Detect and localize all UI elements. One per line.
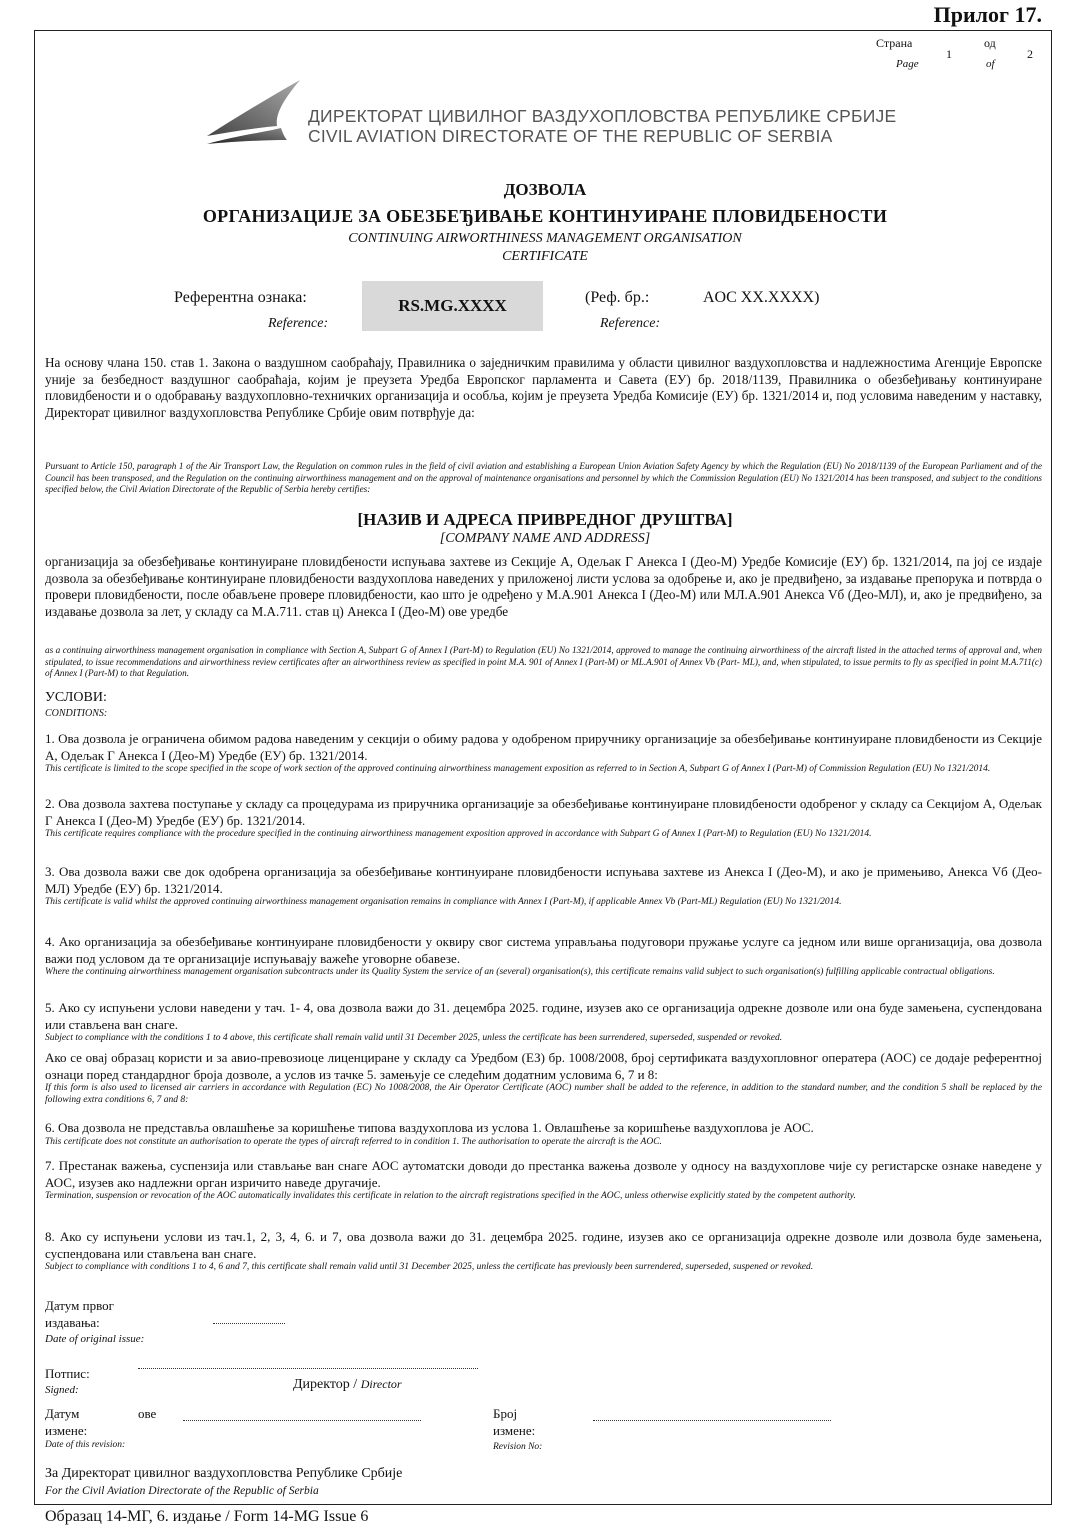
revision-date-label-line2: измене: bbox=[45, 1423, 88, 1438]
form-identifier: Образац 14-МГ, 6. издање / Form 14-MG Issue 6 bbox=[45, 1508, 369, 1525]
issue-date-label-en: Date of original issue: bbox=[45, 1333, 145, 1345]
page-indicator bbox=[876, 36, 1046, 76]
directorate-name-sr: ДИРЕКТОРАТ ЦИВИЛНОГ ВАЗДУХОПЛОВСТВА РЕПУБЛИКЕ СРБИЈЕ bbox=[308, 106, 897, 126]
condition-2 bbox=[45, 796, 1042, 841]
page-label: Страна bbox=[876, 36, 913, 50]
condition-1 bbox=[45, 731, 1042, 776]
condition-1-text-en: This certificate is limited to the scope specified in the scope of work section of the approved continuing airworthiness management exposition as referred to in Section A, Subpart G of Annex I (Part-M) of Commission Regulation (EU) No 1321/2014. bbox=[45, 764, 991, 774]
aoc-reference-value: AOC XX.XXXX) bbox=[703, 289, 820, 306]
condition-8-text-en: Subject to compliance with conditions 1 to 4, 6 and 7, this certificate shall remain valid until 31 December 2025, unless the certificate has previously been surrendered, superseded, suspened or revoked. bbox=[45, 1262, 814, 1272]
issue-date-label-line2: издавања: bbox=[45, 1315, 100, 1330]
conditions-heading-en: CONDITIONS: bbox=[45, 708, 108, 719]
issue-date-label-line1: Датум првог bbox=[45, 1298, 114, 1313]
condition-7 bbox=[45, 1158, 1042, 1203]
directorate-name bbox=[308, 106, 896, 146]
condition-3-text: 3. Ова дозвола важи све док одобрена организација за обезбеђивање континуиране пловидбености испуњава захтеве из Анекса I (Део-М), и ако је примењиво, Анекса Vб (Део-МЛ) Уредбе (ЕУ) бр. 1321/2014. bbox=[45, 864, 1042, 896]
condition-3 bbox=[45, 864, 1042, 909]
intro-paragraph-en: Pursuant to Article 150, paragraph 1 of the Air Transport Law, the Regulation on common rules in the field of civil aviation and establishing a European Union Aviation Safety Agency by which the Regulation (EU) No 2018/1139 of the European Parliament and of the Council has been transposed, and the Regulation on the continuing airworthiness management and on the approval of maintenance organisations and personnel by which the Commission Regulation (EU) No 1321/2014 has been transposed, and subject to the conditions specified below, the Civil Aviation Directorate of the Republic of Serbia hereby certifies: bbox=[45, 461, 1042, 494]
conditions-heading: УСЛОВИ: bbox=[45, 690, 107, 705]
revision-number-field[interactable] bbox=[593, 1420, 831, 1421]
for-directorate: За Директорат цивилног ваздухопловства Републике Србије bbox=[45, 1466, 403, 1481]
revision-number-label-en: Revision No: bbox=[493, 1442, 543, 1452]
revision-date-field[interactable] bbox=[183, 1420, 421, 1421]
condition-1-text: 1. Ова дозвола је ограничена обимом радова наведеним у секцији о обиму радова у одобреном приручнику организације за обезбеђивање континуиране пловидбености из Секције А, Одељак Г Анекса I (Део-М) Уредбе (ЕУ) бр. 1321/2014. bbox=[45, 731, 1042, 763]
condition-8 bbox=[45, 1229, 1042, 1274]
aoc-reference-label-en: Reference: bbox=[600, 316, 661, 331]
condition-3-text-en: This certificate is valid whilst the approved continuing airworthiness management organisation remains in compliance with Annex I (Part-M), if applicable Annex Vb (Part-ML) Regulation (EU) No 1321/2014. bbox=[45, 897, 842, 907]
condition-4-text-en: Where the continuing airworthiness management organisation subcontracts under its Quality System the service of an (several) organisation(s), this certificate remains valid subject to such organisation(s) fulfilling applicable contractual obligations. bbox=[45, 967, 995, 977]
condition-5-text: 5. Ако су испуњени услови наведени у тач. 1- 4, ова дозвола важи до 31. децембра 2025. године, изузев ако се организација одрекне дозволе или она буде замењена, суспендована или стављена ван снаге. bbox=[45, 1000, 1042, 1032]
aoc-note bbox=[45, 1050, 1042, 1106]
directorate-logo-icon bbox=[205, 78, 305, 148]
revision-date-label-en: Date of this revision: bbox=[45, 1440, 126, 1450]
annex-number: Прилог 17. bbox=[933, 2, 1042, 27]
intro-paragraph: На основу члана 150. став 1. Закона о ваздушном саобраћају, Правилника о заједничким правилима у области цивилног ваздухопловства и надлежностима Агенције Европске уније за безбедност ваздушног саобраћаја, којим је преузета Уредба Европског парламента и Савета (ЕУ) бр. 2018/1139, Правилника о обезбеђивању континуиране пловидбености и о одобравању ваздухопловно-техничких организација и особља, којим је преузета Уредба Комисије (ЕУ) бр. 1321/2014 и, под условима наведеним у наставку, Директорат цивилног ваздухопловства Републике Србије овим потврђује да: bbox=[45, 355, 1042, 420]
company-name: [НАЗИВ И АДРЕСА ПРИВРЕДНОГ ДРУШТВА] bbox=[357, 510, 733, 529]
of-label-en: of bbox=[986, 58, 995, 70]
revision-number-label-line1: Број bbox=[493, 1406, 518, 1421]
condition-6 bbox=[45, 1120, 1042, 1148]
signed-label-en: Signed: bbox=[45, 1384, 79, 1396]
condition-5-text-en: Subject to compliance with the conditions 1 to 4 above, this certificate shall remain valid until 31 December 2025, unless the certificate has been surrendered, superseded, suspended or revoked. bbox=[45, 1033, 783, 1043]
aoc-note-text: Ако се овај образац користи и за авио-превозиоце лиценциране у складу са Уредбом (ЕЗ) бр. 1008/2008, број сертификата ваздухопловног оператера (АОС) се додаје референтној ознаци поред стандардног броја дозволе, а услов из тачке 5. замењује се следећим додатним условима 6, 7 и 8: bbox=[45, 1050, 1042, 1082]
revision-date-label-line1: Датум bbox=[45, 1406, 80, 1421]
director-title bbox=[293, 1377, 402, 1393]
of-label: од bbox=[984, 36, 996, 50]
directorate-name-en: CIVIL AVIATION DIRECTORATE OF THE REPUBLIC OF SERBIA bbox=[308, 126, 833, 146]
signed-label: Потпис: bbox=[45, 1366, 90, 1381]
statement-paragraph: организација за обезбеђивање континуиране пловидбености испуњава захтеве из Секције А, Одељак Г Анекса I (Део-М) Уредбе Комисије (ЕУ) бр. 1321/2014, па јој се издаје дозвола за обезбеђивање континуиране пловидбености ваздухоплова наведених у приложеној листи услова за одобрење и, ако је предвиђено, за издавање препорука и потврда о провери пловидбености, после обављене провере пловидбености, као што је одређено у М.А.901 Анекса I (Део-М) или МЛ.А.901 Анекса Vб (Део-МЛ), и, ако је предвиђено, за издавање дозвола за лет, у складу са М.А.711. став ц) Анекса I (Део-М) ове уредбе bbox=[45, 554, 1042, 619]
director-title-en: Director bbox=[360, 1377, 402, 1391]
condition-7-text: 7. Престанак важења, суспензија или стављање ван снаге АОС аутоматски доводи до престанка важења дозволе у односу на ваздухоплове чије су регистарске ознаке наведене у АОС, изузев ако надлежни орган изричито наведе другачије. bbox=[45, 1158, 1042, 1190]
revision-date-label-word: ове bbox=[138, 1406, 157, 1421]
condition-5 bbox=[45, 1000, 1042, 1045]
page-number: 1 bbox=[946, 47, 952, 61]
condition-2-text-en: This certificate requires compliance with the procedure specified in the continuing airworthiness management exposition approved in accordance with Subpart G of Annex I (Part-M) to Regulation (EU) No 1321/2014. bbox=[45, 829, 872, 839]
reference-label: Референтна ознака: bbox=[174, 289, 307, 306]
condition-7-text-en: Termination, suspension or revocation of the AOC automatically invalidates this certificate in relation to the aircraft registrations specified in the AOC, unless otherwise explicitly stated by the competent authority. bbox=[45, 1191, 856, 1201]
condition-6-text-en: This certificate does not constitute an authorisation to operate the types of aircraft referred to in condition 1. The authorisation to operate the aircraft is the AOC. bbox=[45, 1136, 662, 1147]
reference-label-en: Reference: bbox=[268, 316, 329, 331]
reference-value: RS.MG.XXXX bbox=[362, 281, 543, 331]
condition-2-text: 2. Ова дозвола захтева поступање у складу са процедурама из приручника организације за обезбеђивање континуиране пловидбености одобреног у складу са Секцијом А, Одељак Г Анекса I (Део-М) Уредбе (ЕУ) бр. 1321/2014. bbox=[45, 796, 1042, 828]
for-directorate-en: For the Civil Aviation Directorate of the Republic of Serbia bbox=[45, 1485, 319, 1497]
page-total: 2 bbox=[1027, 47, 1033, 61]
statement-paragraph-en: as a continuing airworthiness management organisation in compliance with Section A, Subpart G of Annex I (Part-M) to Regulation (EU) No 1321/2014, approved to manage the continuing airworthiness of the aircraft listed in the attached terms of approval and, when stipulated, to issue recommendations and airworthiness review certificates after an airworthiness review as specified in point M.A. 901 of Annex I (Part-M) or ML.A.901 of Annex Vb (Part- ML), and, when stipulated, to issue permits to fly as specified in point M.A.711(c) of Annex I (Part-M) to that Regulation. bbox=[45, 645, 1042, 678]
aoc-reference-label: (Реф. бр.: bbox=[585, 289, 650, 306]
page-label-en: Page bbox=[896, 58, 919, 70]
revision-number-label-line2: измене: bbox=[493, 1423, 536, 1438]
condition-4 bbox=[45, 934, 1042, 979]
condition-8-text: 8. Ако су испуњени услови из тач.1, 2, 3, 4, 6. и 7, ова дозвола важи до 31. децембра 2025. године, изузев ако се организација одрекне дозволе или дозвола буде замењена, суспендована или стављена ван снаге. bbox=[45, 1229, 1042, 1261]
certificate-subtitle-en-line1: CONTINUING AIRWORTHINESS MANAGEMENT ORGANISATION bbox=[348, 231, 742, 246]
certificate-subtitle-en bbox=[0, 230, 1090, 266]
issue-date-field[interactable] bbox=[213, 1323, 285, 1324]
condition-6-text: 6. Ова дозвола не представља овлашћење за коришћење типова ваздухоплова из услова 1. Овлашћење за коришћење ваздухоплова је АОС. bbox=[45, 1120, 814, 1135]
certificate-subtitle: ОРГАНИЗАЦИЈЕ ЗА ОБЕЗБЕЂИВАЊЕ КОНТИНУИРАНЕ ПЛОВИДБЕНОСТИ bbox=[202, 206, 888, 226]
certificate-subtitle-en-line2: CERTIFICATE bbox=[502, 249, 588, 264]
director-title-sr: Директор / bbox=[293, 1377, 358, 1392]
certificate-title: ДОЗВОЛА bbox=[503, 180, 587, 199]
company-name-en: [COMPANY NAME AND ADDRESS] bbox=[439, 531, 651, 546]
signature-line[interactable] bbox=[138, 1368, 478, 1369]
aoc-note-text-en: If this form is also used to licensed air carriers in accordance with Regulation (EC) No 1008/2008, the Air Operator Certificate (AOC) number shall be added to the reference, in addition to the standard number, and the condition 5 shall be replaced by the following extra conditions 6, 7 and 8: bbox=[45, 1083, 1042, 1105]
condition-4-text: 4. Ако организација за обезбеђивање континуиране пловидбености у оквиру свог система управљања подуговори пружање услуге са једном или више организација, ова дозвола важи под условом да те организације испуњавају важеће уговорне обавезе. bbox=[45, 934, 1042, 966]
